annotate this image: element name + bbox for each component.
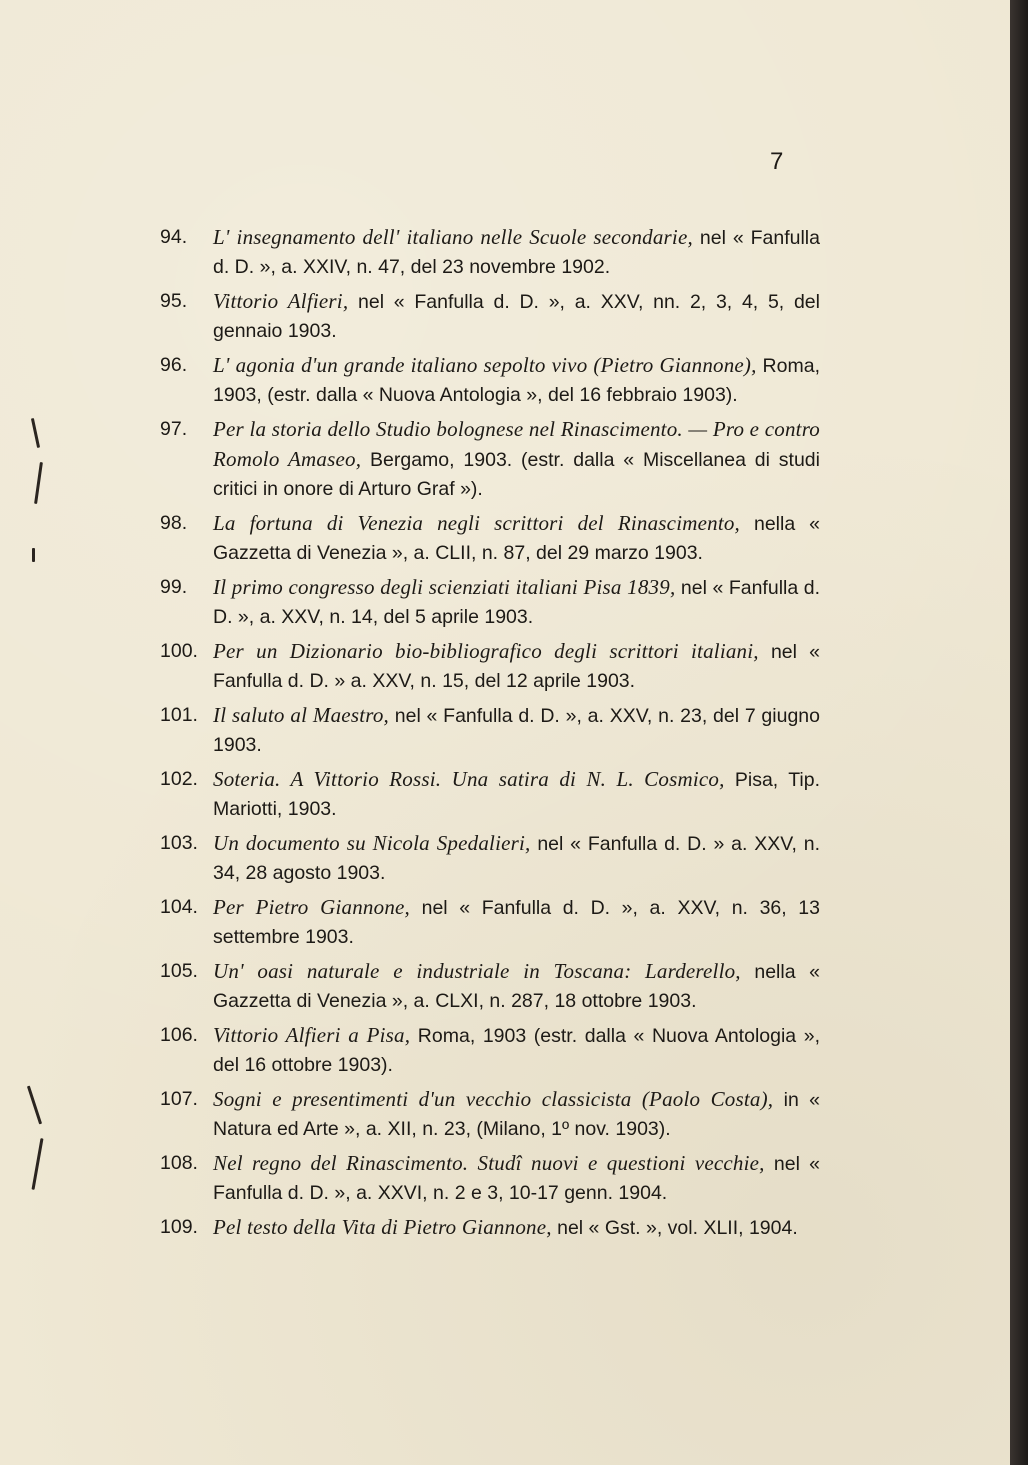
entry-number: 107. — [160, 1088, 198, 1110]
margin-mark — [31, 418, 40, 448]
margin-mark — [32, 1138, 44, 1190]
bibliography-entry — [160, 223, 820, 282]
entry-details: nel « Fanfulla d. D. », a. XXVI, n. 2 e 3, 10-17 genn. 1904. — [213, 1153, 821, 1204]
bibliography-entry — [160, 287, 820, 346]
entry-number: 103. — [160, 832, 198, 854]
entry-number: 105. — [160, 960, 198, 982]
entry-details: nel « Fanfulla d. D. », a. XXV, n. 36, 13 settembre 1903. — [213, 897, 820, 948]
entry-number: 106. — [160, 1024, 198, 1046]
bibliography-entry — [160, 957, 820, 1016]
entry-number: 97. — [160, 418, 188, 440]
bibliography-entry — [160, 893, 820, 952]
entry-number: 94. — [160, 226, 188, 248]
entry-details: nel « Fanfulla d. D. », a. XXV, n. 14, del 5 aprile 1903. — [213, 577, 820, 628]
entry-title: Il saluto al Maestro, — [213, 703, 389, 727]
entry-number: 96. — [160, 354, 188, 376]
entry-details: in « Natura ed Arte », a. XII, n. 23, (Milano, 1º nov. 1903). — [213, 1089, 821, 1140]
margin-mark — [34, 462, 43, 504]
margin-mark — [32, 548, 35, 562]
bibliography-entry — [160, 415, 820, 504]
bibliography-entry — [160, 765, 820, 824]
bibliography-entry — [160, 637, 820, 696]
entry-details: nella « Gazzetta di Venezia », a. CLII, n. 87, del 29 marzo 1903. — [213, 513, 820, 564]
entry-details: nel « Fanfulla d. D. » a. XXV, n. 34, 28 agosto 1903. — [213, 833, 821, 884]
entry-title: L' insegnamento dell' italiano nelle Scuole secondarie, — [213, 225, 693, 249]
bibliography-entry — [160, 1021, 820, 1080]
entry-details: Roma, 1903 (estr. dalla « Nuova Antologia », del 16 ottobre 1903). — [213, 1025, 820, 1076]
entry-number: 104. — [160, 896, 198, 918]
entry-title: Vittorio Alfieri, — [213, 289, 349, 313]
entry-details: nel « Fanfulla d. D. », a. XXV, nn. 2, 3, 4, 5, del gennaio 1903. — [213, 291, 820, 342]
entry-details: Bergamo, 1903. (estr. dalla « Miscellanea di studi critici in onore di Arturo Graf »). — [213, 449, 820, 500]
entry-number: 99. — [160, 576, 188, 598]
entry-number: 108. — [160, 1152, 198, 1174]
entry-number: 98. — [160, 512, 188, 534]
margin-mark — [27, 1086, 42, 1125]
entry-title: L' agonia d'un grande italiano sepolto vivo (Pietro Giannone), — [213, 353, 757, 377]
bibliography-entry — [160, 573, 820, 632]
entry-details: nel « Fanfulla d. D. », a. XXV, n. 23, del 7 giugno 1903. — [213, 705, 820, 756]
entry-title: Nel regno del Rinascimento. Studî nuovi e questioni vecchie, — [213, 1151, 765, 1175]
bibliography-entry — [160, 1085, 820, 1144]
entry-title: Per Pietro Giannone, — [213, 895, 410, 919]
bibliography-entry — [160, 701, 820, 760]
entry-details: nel « Fanfulla d. D. » a. XXV, n. 15, del 12 aprile 1903. — [213, 641, 820, 692]
entry-details: nel « Gst. », vol. XLII, 1904. — [551, 1217, 798, 1239]
entry-title: Vittorio Alfieri a Pisa, — [213, 1023, 411, 1047]
entry-title: Un documento su Nicola Spedalieri, — [213, 831, 531, 855]
entry-title: Per la storia dello Studio bolognese nel Rinascimento. — Pro e contro Romolo Amaseo, — [213, 417, 820, 471]
entry-details: nel « Fanfulla d. D. », a. XXIV, n. 47, del 23 novembre 1902. — [213, 227, 820, 278]
entry-number: 102. — [160, 768, 198, 790]
bibliography-entry — [160, 1149, 820, 1208]
bibliography-entry — [160, 1213, 820, 1243]
entry-title: Per un Dizionario bio-bibliografico degli scrittori italiani, — [213, 639, 759, 663]
entry-number: 101. — [160, 704, 198, 726]
page-number: 7 — [770, 148, 784, 175]
page-edge — [1010, 0, 1028, 1465]
entry-details: nella « Gazzetta di Venezia », a. CLXI, n. 287, 18 ottobre 1903. — [213, 961, 820, 1012]
entry-number: 100. — [160, 640, 198, 662]
entry-number: 95. — [160, 290, 188, 312]
bibliography-entry — [160, 351, 820, 410]
entry-number: 109. — [160, 1216, 198, 1238]
entry-details: Roma, 1903, (estr. dalla « Nuova Antologia », del 16 febbraio 1903). — [213, 355, 820, 406]
entry-title: Un' oasi naturale e industriale in Toscana: Larderello, — [213, 959, 741, 983]
entry-title: Sogni e presentimenti d'un vecchio classicista (Paolo Costa), — [213, 1087, 774, 1111]
entry-title: La fortuna di Venezia negli scrittori del Rinascimento, — [213, 511, 740, 535]
bibliography-list — [160, 223, 820, 1248]
bibliography-entry — [160, 509, 820, 568]
entry-title: Il primo congresso degli scienziati italiani Pisa 1839, — [213, 575, 676, 599]
bibliography-entry — [160, 829, 820, 888]
entry-details: Pisa, Tip. Mariotti, 1903. — [213, 769, 820, 820]
entry-title: Soteria. A Vittorio Rossi. Una satira di N. L. Cosmico, — [213, 767, 725, 791]
entry-title: Pel testo della Vita di Pietro Giannone, — [213, 1215, 552, 1239]
